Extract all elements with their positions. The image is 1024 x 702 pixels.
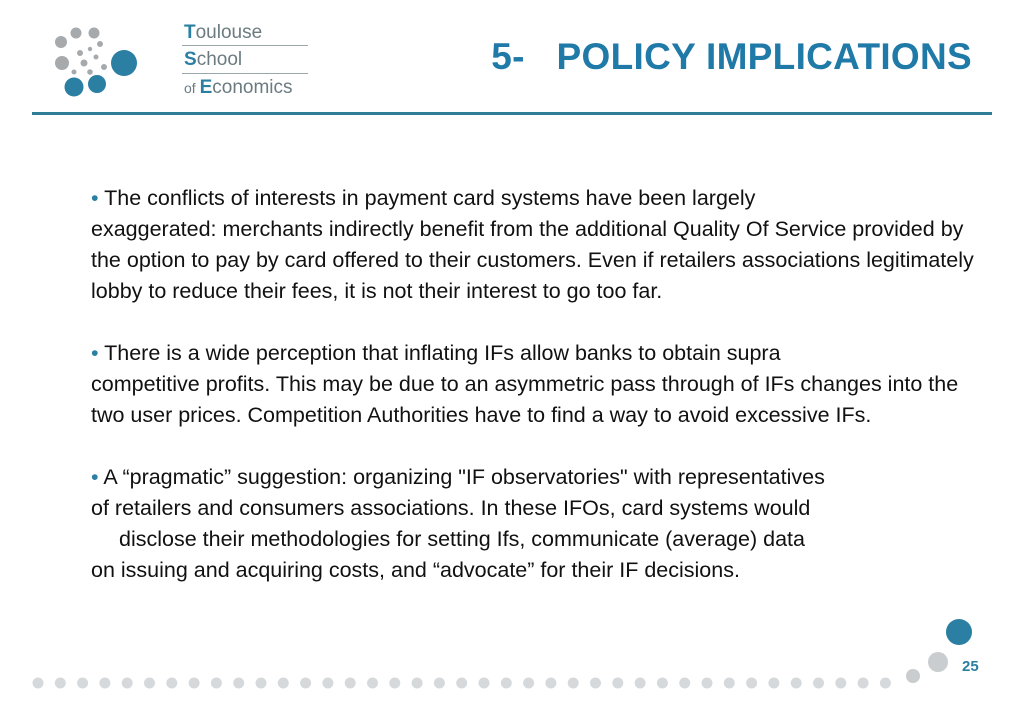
logo-word-school: School bbox=[184, 49, 243, 70]
footer-dot bbox=[345, 678, 356, 689]
footer-dot bbox=[300, 678, 311, 689]
footer-dot bbox=[389, 678, 400, 689]
page-number: 25 bbox=[962, 658, 979, 675]
bullet-icon: • bbox=[91, 186, 99, 210]
footer-dot bbox=[479, 678, 490, 689]
footer-dot bbox=[813, 678, 824, 689]
footer-dot bbox=[791, 678, 802, 689]
bullet-icon: • bbox=[91, 341, 99, 365]
logo-wordmark bbox=[182, 22, 308, 98]
footer-dot bbox=[278, 678, 289, 689]
slide-body bbox=[91, 183, 991, 617]
footer-dot bbox=[456, 678, 467, 689]
footer-dot bbox=[568, 678, 579, 689]
footer-dot bbox=[144, 678, 155, 689]
footer-dot bbox=[166, 678, 177, 689]
bullet-icon: • bbox=[91, 465, 99, 489]
footer-dot bbox=[367, 678, 378, 689]
logo-word-economics: of Economics bbox=[184, 77, 293, 98]
footer-dot bbox=[880, 678, 891, 689]
footer-dot bbox=[523, 678, 534, 689]
footer-dot bbox=[545, 678, 556, 689]
footer-dot bbox=[434, 678, 445, 689]
footer-dot bbox=[322, 678, 333, 689]
logo bbox=[52, 22, 293, 102]
footer-dot bbox=[77, 678, 88, 689]
bullet-paragraph: • The conflicts of interests in payment card systems have been largely exaggerated: merchants indirectly benefit from the additional Quality Of Service provided by the option to pay by card offered to their customers. Even if retailers associations legitimately lobby to reduce their fees, it is not their interest to go too far. bbox=[91, 186, 974, 303]
footer-dot bbox=[256, 678, 267, 689]
footer-dot bbox=[211, 678, 222, 689]
footer-dot bbox=[189, 678, 200, 689]
footer-dot bbox=[122, 678, 133, 689]
bullet-paragraph: • There is a wide perception that inflating IFs allow banks to obtain supra competitive profits. This may be due to an asymmetric pass through of IFs changes into the two user prices. Competition Authorities have to find a way to avoid excessive IFs. bbox=[91, 341, 959, 427]
footer-dot bbox=[724, 678, 735, 689]
footer-dot bbox=[858, 678, 869, 689]
footer-dot bbox=[657, 678, 668, 689]
title-rule bbox=[32, 112, 992, 115]
footer-dot bbox=[590, 678, 601, 689]
logo-dots-icon bbox=[52, 22, 182, 102]
footer-dot bbox=[635, 678, 646, 689]
footer-dotted-line bbox=[30, 676, 900, 690]
footer-dot bbox=[612, 678, 623, 689]
logo-divider bbox=[182, 45, 308, 46]
footer-dot bbox=[746, 678, 757, 689]
decorative-circles-icon bbox=[896, 612, 986, 692]
logo-word-toulouse: Toulouse bbox=[184, 22, 263, 43]
slide-title: 5- POLICY IMPLICATIONS bbox=[491, 36, 972, 77]
footer-dot bbox=[99, 678, 110, 689]
footer-dot bbox=[501, 678, 512, 689]
footer-dot bbox=[33, 678, 44, 689]
logo-divider bbox=[182, 73, 308, 74]
footer-dot bbox=[702, 678, 713, 689]
footer-dot bbox=[768, 678, 779, 689]
bullet-paragraph: • A “pragmatic” suggestion: organizing "IF observatories" with representatives of retailers and consumers associations. In these IFOs, card systems would disclose their methodologies for setting Ifs, communicate (average) data on issuing and acquiring costs, and “advocate” for their IF decisions. bbox=[91, 465, 825, 582]
footer-dot bbox=[835, 678, 846, 689]
footer-dot bbox=[679, 678, 690, 689]
footer-dot bbox=[412, 678, 423, 689]
footer-dot bbox=[233, 678, 244, 689]
footer-dot bbox=[55, 678, 66, 689]
